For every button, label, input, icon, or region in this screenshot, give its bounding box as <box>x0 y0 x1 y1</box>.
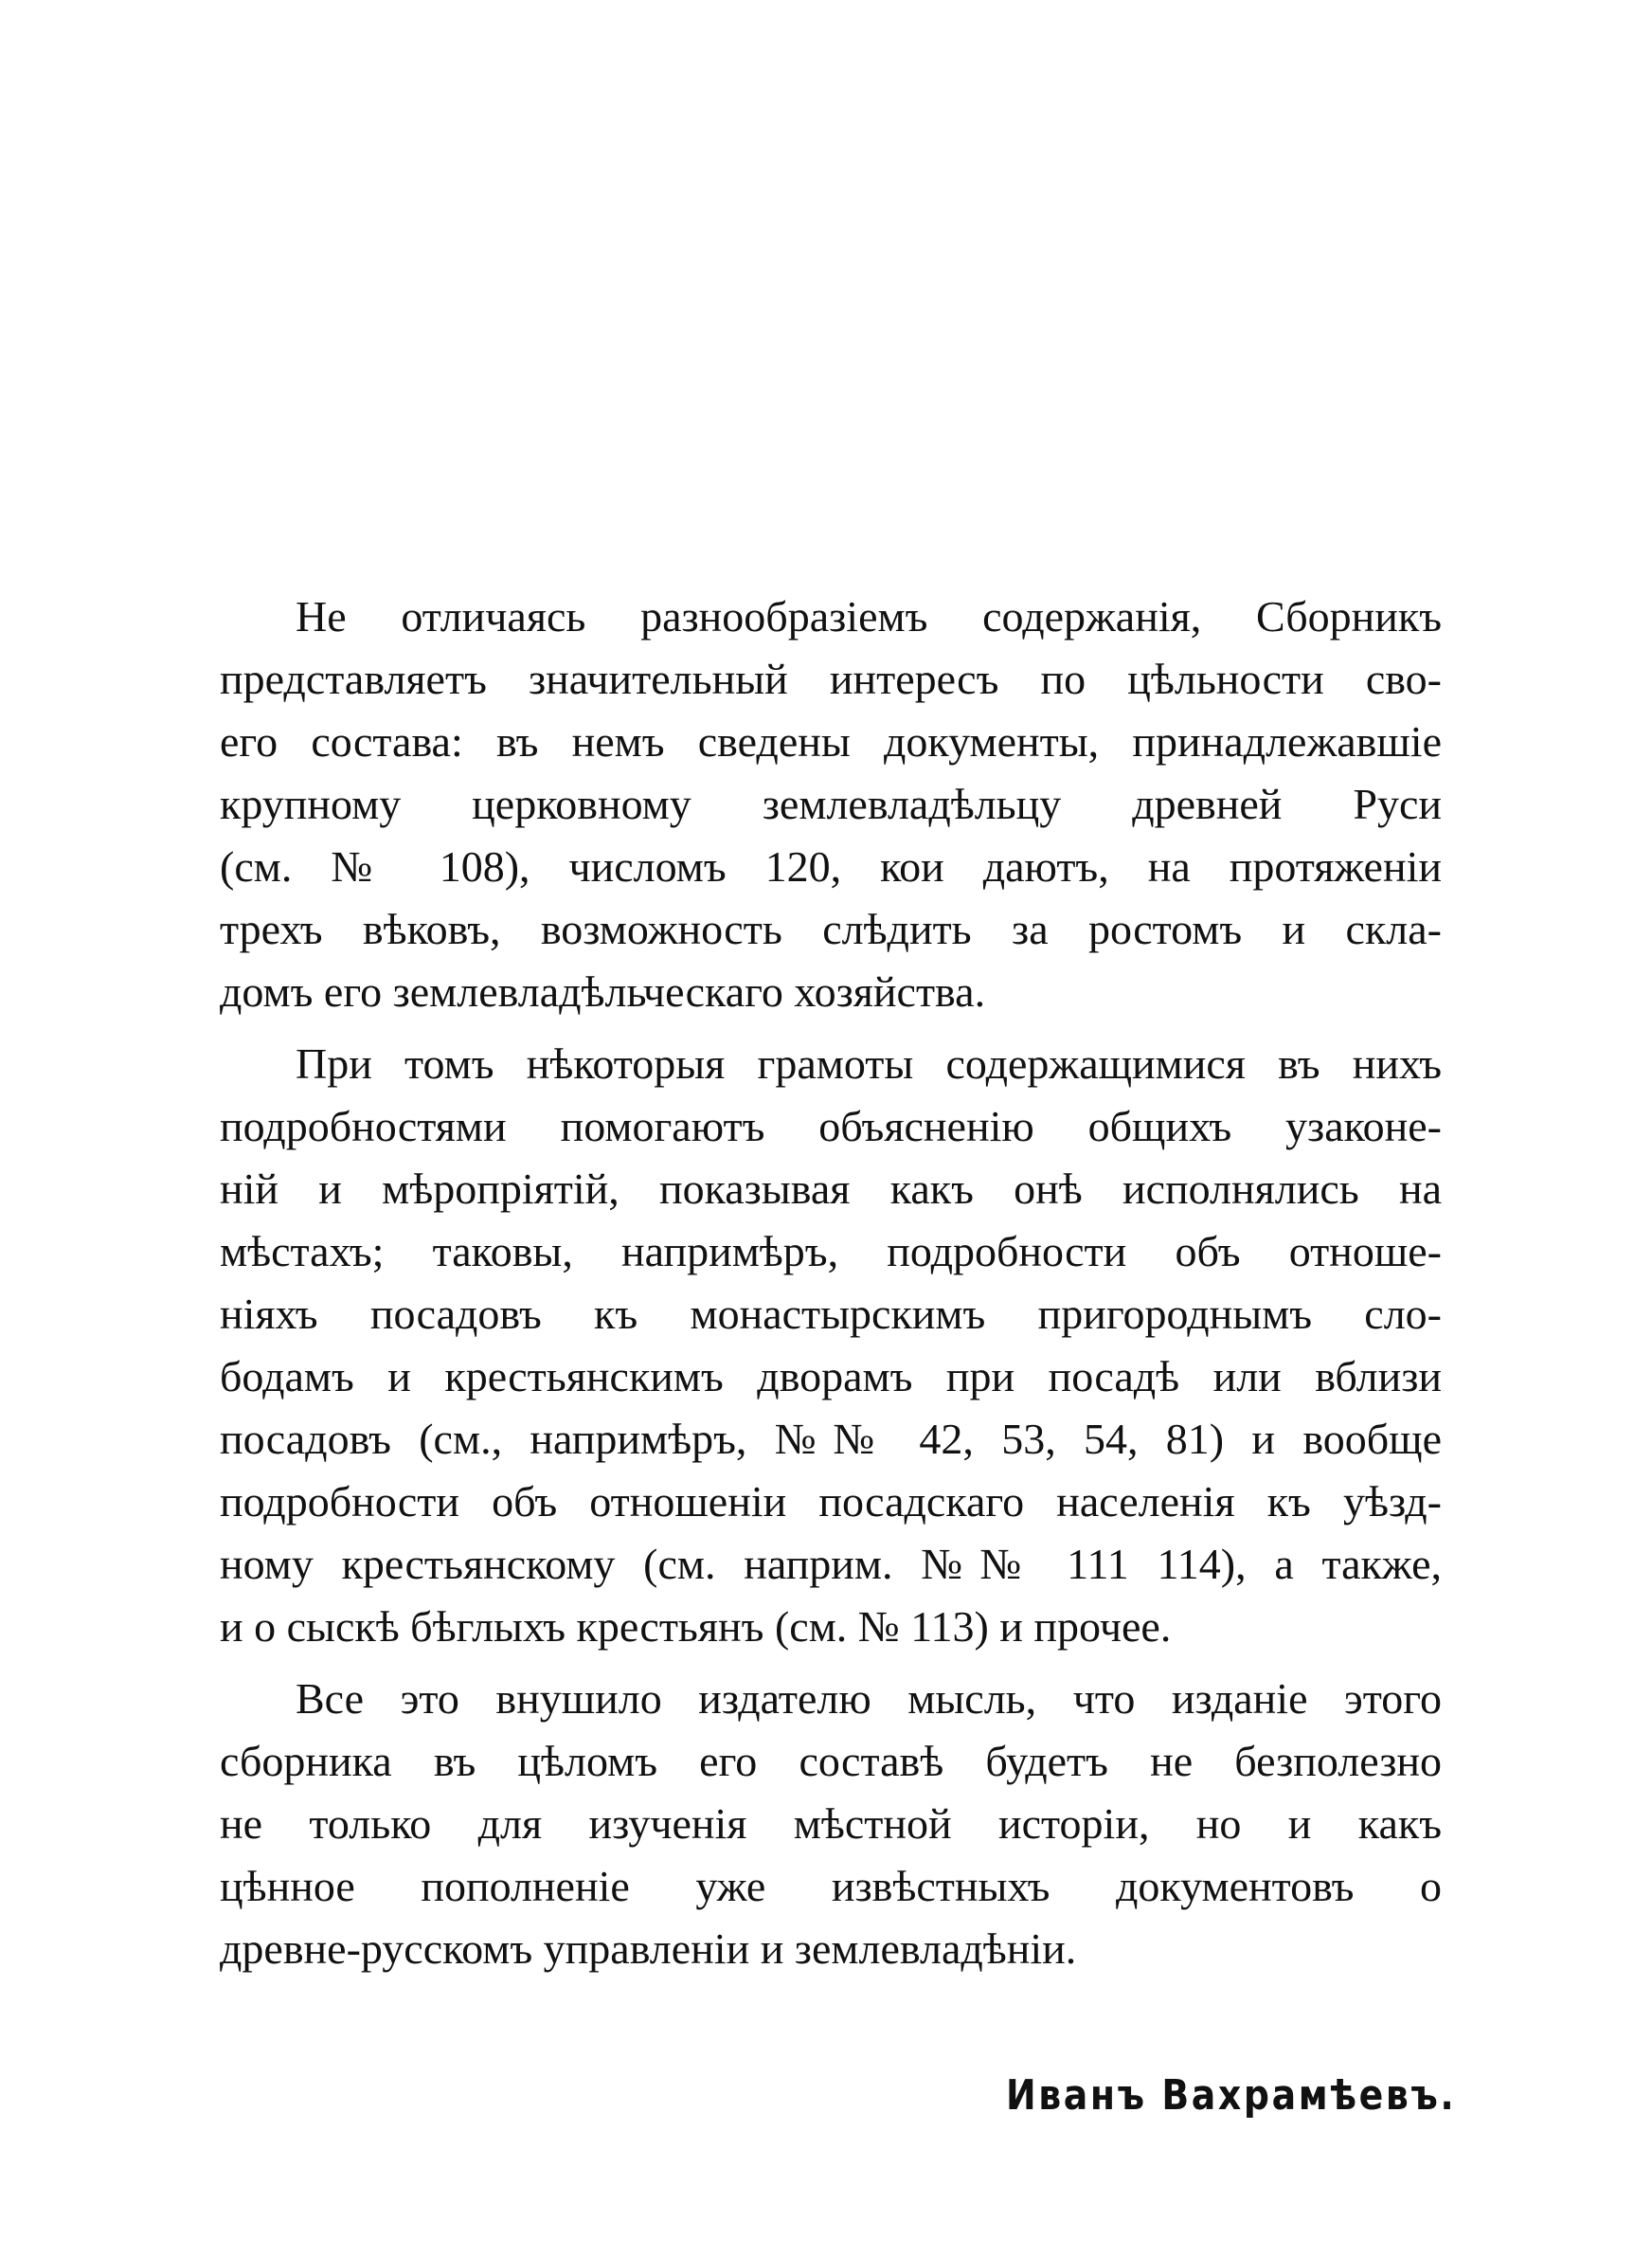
text-line: крупному церковному землевладѣльцу древней Руси <box>220 780 1442 828</box>
body-text <box>220 586 1442 1980</box>
text-line: посадовъ (см., напримѣръ, №№ 42, 53, 54, 81) и вообще <box>220 1415 1442 1463</box>
text-line: Все это внушило издателю мысль, что изданіе этого <box>296 1674 1442 1723</box>
text-line: (см. № 108), числомъ 120, кои даютъ, на протяженіи <box>220 842 1442 891</box>
text-line: При томъ нѣкоторыя грамоты содержащимися въ нихъ <box>296 1039 1442 1088</box>
paragraph-gap <box>220 1658 1442 1668</box>
text-line: древне-русскомъ управленіи и землевладѣніи. <box>220 1924 1077 1973</box>
text-line: не только для изученія мѣстной исторіи, но и какъ <box>220 1799 1442 1848</box>
paragraph-gap <box>220 1023 1442 1033</box>
text-line: домъ его землевладѣльческаго хозяйства. <box>220 967 986 1016</box>
text-line: ніяхъ посадовъ къ монастырскимъ пригороднымъ сло- <box>220 1290 1442 1338</box>
text-line: цѣнное пополненіе уже извѣстныхъ документовъ о <box>220 1862 1442 1910</box>
text-line: подробностями помогаютъ объясненію общихъ узаконе- <box>220 1102 1442 1150</box>
text-line: представляетъ значительный интересъ по цѣльности сво- <box>220 655 1442 703</box>
author-signature: Иванъ Вахрамѣевъ. <box>1006 2071 1457 2120</box>
paragraph-2 <box>220 1033 1442 1658</box>
paragraph-3 <box>220 1668 1442 1980</box>
text-line: подробности объ отношеніи посадскаго населенія къ уѣзд- <box>220 1477 1442 1526</box>
text-line: сборника въ цѣломъ его составѣ будетъ не безполезно <box>220 1737 1442 1785</box>
text-line: Не отличаясь разнообразіемъ содержанія, Сборникъ <box>296 592 1442 641</box>
text-line: трехъ вѣковъ, возможность слѣдить за ростомъ и скла- <box>220 905 1442 953</box>
text-line: мѣстахъ; таковы, напримѣръ, подробности объ отноше- <box>220 1227 1442 1275</box>
text-line: его состава: въ немъ сведены документы, принадлежавшіе <box>220 717 1442 766</box>
text-line: бодамъ и крестьянскимъ дворамъ при посадѣ или вблизи <box>220 1352 1442 1400</box>
text-line: и о сыскѣ бѣглыхъ крестьянъ (см. № 113) и прочее. <box>220 1602 1172 1651</box>
text-line: ному крестьянскому (см. наприм. №№ 111 114), а также, <box>220 1540 1442 1588</box>
text-line: ній и мѣропріятій, показывая какъ онѣ исполнялись на <box>220 1165 1442 1213</box>
paragraph-1 <box>220 586 1442 1023</box>
